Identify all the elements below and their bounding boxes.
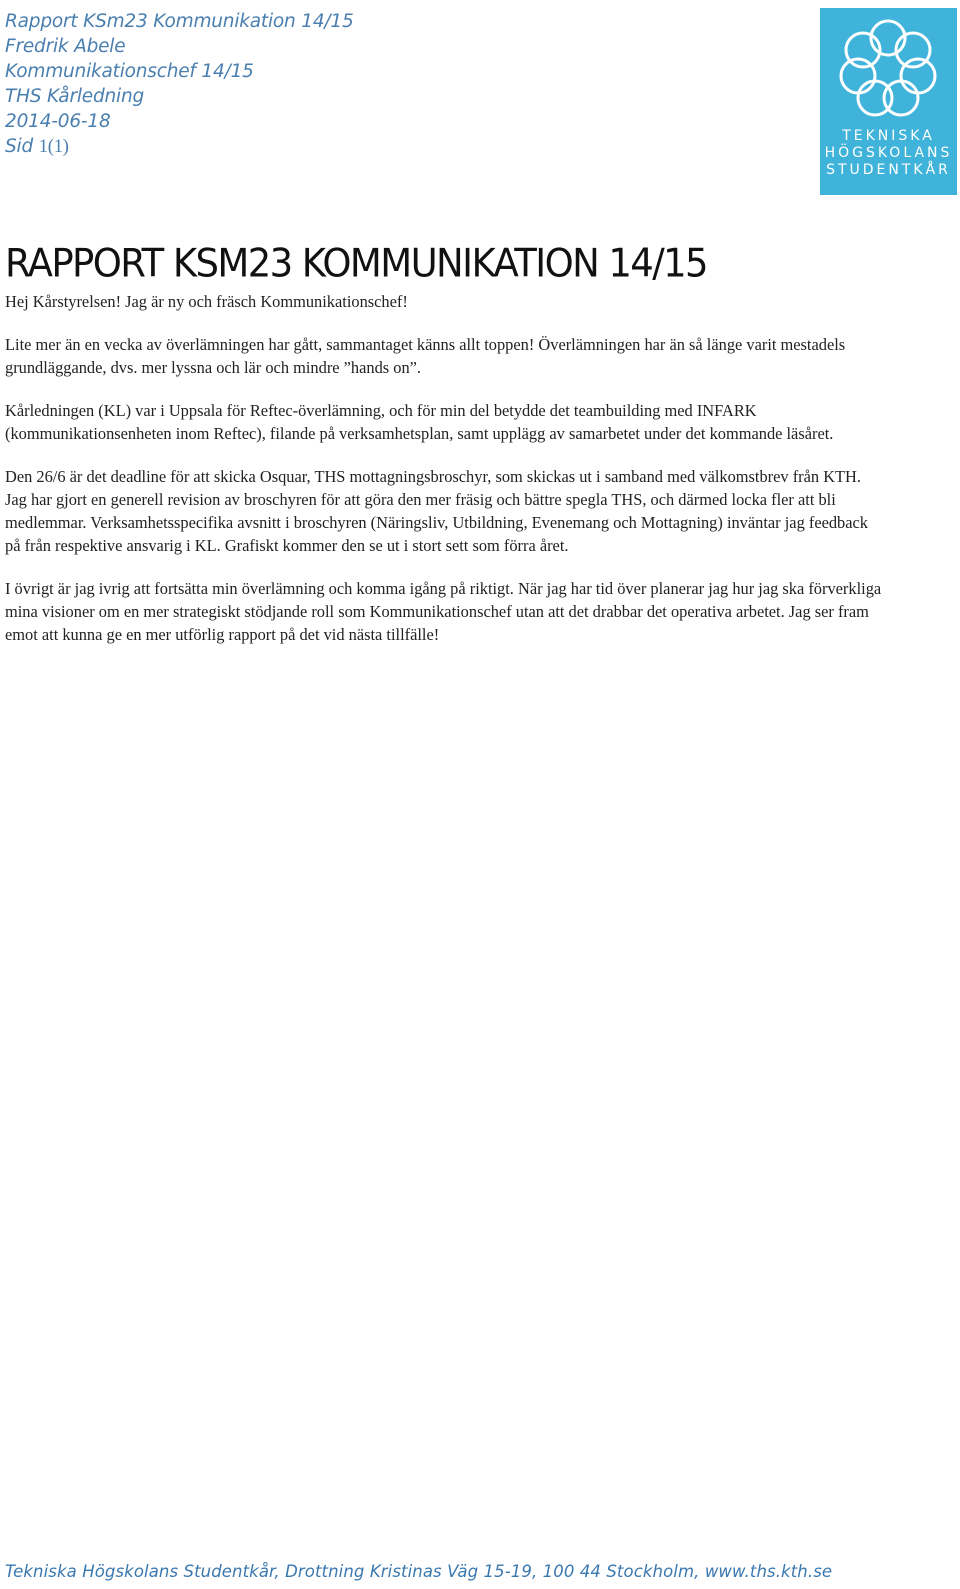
page-prefix: Sid xyxy=(5,136,34,157)
header-report-line: Rapport KSm23 Kommunikation 14/15 xyxy=(5,11,354,32)
paragraph: Lite mer än en vecka av överlämningen har gått, sammantaget känns allt toppen! Överlämningen har än så länge varit mestadels grundläggande, dvs. mer lyssna och lär och mindre ”hands on”. xyxy=(5,335,846,377)
rings-logo-icon xyxy=(820,8,957,128)
paragraph: Kårledningen (KL) var i Uppsala för Reftec-överlämning, och för min del betydde det teambuilding med INFARK (kommunikationsenheten inom Reftec), filande på verksamhetsplan, samt upplägg av samarbetet under det kommande läsåret. xyxy=(5,401,834,443)
paragraph: Hej Kårstyrelsen! Jag är ny och fräsch Kommunikationschef! xyxy=(5,292,408,311)
header-author: Fredrik Abele xyxy=(5,36,126,57)
document-body xyxy=(5,290,885,666)
logo-line-1: TEKNISKA xyxy=(842,128,935,144)
logo-line-3: STUDENTKÅR xyxy=(826,162,951,178)
paragraph: Den 26/6 är det deadline för att skicka Osquar, THS mottagningsbroschyr, som skickas ut i samband med välkomstbrev från KTH. Jag har gjort en generell revision av broschyren för att göra den mer fräsig och bättre spegla THS, och därmed locka fler att bli medlemmar. Verksamhetsspecifika avsnitt i broschyren (Näringsliv, Utbildning, Evenemang och Mottagning) inväntar jag feedback på från respektive ansvarig i KL. Grafiskt kommer den se ut i stort sett som förra året. xyxy=(5,467,869,555)
document-header xyxy=(5,9,354,160)
header-org: THS Kårledning xyxy=(5,86,145,107)
document-footer: Tekniska Högskolans Studentkår, Drottning Kristinas Väg 15-19, 100 44 Stockholm, www.ths.kth.se xyxy=(5,1562,833,1581)
logo-line-2: HÖGSKOLANS xyxy=(824,145,953,161)
page-number: 1(1) xyxy=(38,137,69,157)
paragraph: I övrigt är jag ivrig att fortsätta min överlämning och komma igång på riktigt. När jag har tid över planerar jag hur jag ska förverkliga mina visioner om en mer strategiskt stödjande roll som Kommunikationschef utan att det drabbar det operativa arbetet. Jag ser fram emot att kunna ge en mer utförlig rapport på det vid nästa tillfälle! xyxy=(5,579,882,644)
logo-wordmark xyxy=(820,128,957,179)
header-page xyxy=(5,134,354,160)
ths-logo xyxy=(820,8,957,195)
document-title: RAPPORT KSM23 KOMMUNIKATION 14/15 xyxy=(5,241,707,287)
header-role: Kommunikationschef 14/15 xyxy=(5,61,254,82)
header-date: 2014-06-18 xyxy=(5,111,111,132)
